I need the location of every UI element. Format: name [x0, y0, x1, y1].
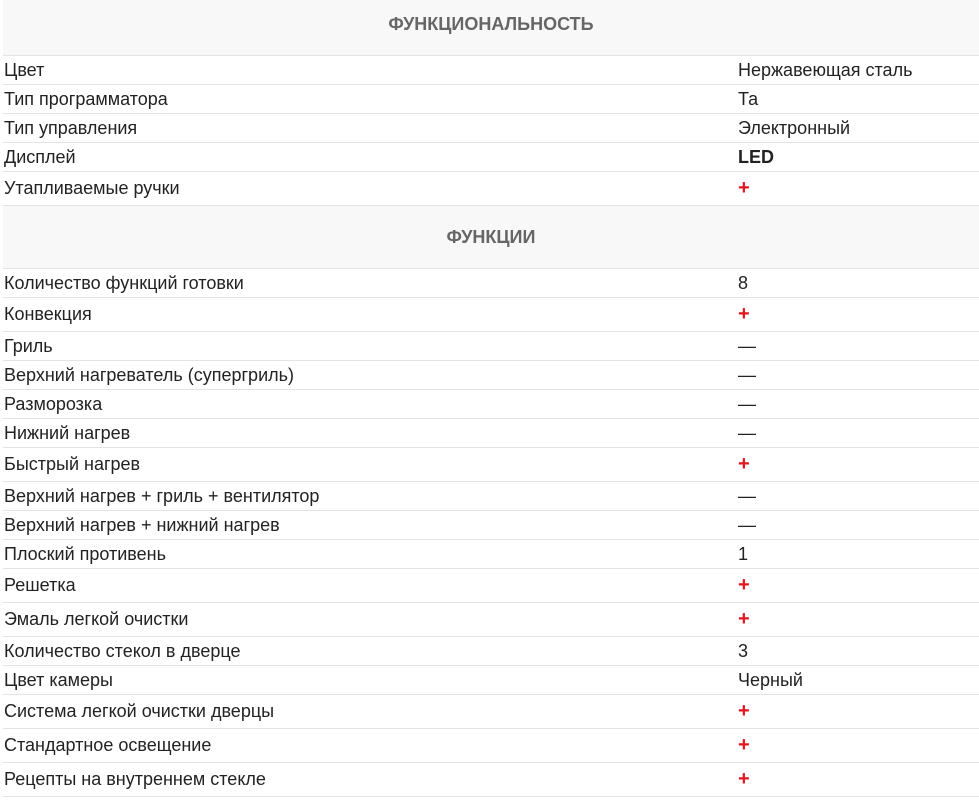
table-row	[3, 332, 979, 361]
row-label: Тип программатора	[4, 88, 168, 109]
row-label: Дисплей	[4, 146, 76, 167]
plus-icon: +	[738, 574, 750, 596]
plus-icon: +	[738, 734, 750, 756]
table-row	[3, 511, 979, 540]
row-label: Рецепты на внутреннем стекле	[4, 769, 266, 789]
row-label: Количество стекол в дверце	[4, 640, 241, 661]
row-label: Утапливаемые ручки	[4, 178, 180, 198]
row-label: Разморозка	[4, 393, 103, 414]
row-label: Быстрый нагрев	[4, 454, 141, 474]
table-row	[3, 603, 979, 637]
row-value: —	[738, 364, 756, 385]
row-value: 8	[738, 272, 749, 293]
table-row	[3, 419, 979, 448]
table-row	[3, 540, 979, 569]
row-value: Нержавеющая сталь	[738, 59, 913, 80]
plus-icon: +	[738, 608, 750, 630]
table-row	[3, 269, 979, 298]
row-label: Система легкой очистки дверцы	[4, 701, 275, 721]
row-label: Конвекция	[4, 304, 92, 324]
row-value: —	[738, 335, 756, 356]
table-row	[3, 729, 979, 763]
table-row	[3, 695, 979, 729]
plus-icon: +	[738, 177, 750, 199]
section-header-functions: ФУНКЦИИ	[3, 206, 979, 269]
table-row	[3, 172, 979, 206]
row-value: Та	[738, 88, 759, 109]
row-label: Цвет камеры	[4, 669, 113, 690]
table-row	[3, 390, 979, 419]
row-value: LED	[738, 146, 774, 167]
table-row	[3, 56, 979, 85]
table-row	[3, 85, 979, 114]
table-row	[3, 361, 979, 390]
row-label: Плоский противень	[4, 543, 166, 564]
row-value: —	[738, 422, 756, 443]
row-label: Цвет	[4, 59, 45, 80]
row-label: Тип управления	[4, 117, 138, 138]
row-value: Черный	[738, 669, 803, 690]
plus-icon: +	[738, 453, 750, 475]
row-label: Нижний нагрев	[4, 422, 131, 443]
row-label: Эмаль легкой очистки	[4, 609, 189, 629]
row-label: Количество функций готовки	[4, 272, 244, 293]
specs-table	[3, 0, 979, 797]
section-header-functionality: ФУНКЦИОНАЛЬНОСТЬ	[3, 0, 979, 56]
plus-icon: +	[738, 768, 750, 790]
row-value: Электронный	[738, 117, 851, 138]
table-row	[3, 666, 979, 695]
row-label: Гриль	[4, 335, 53, 356]
table-row	[3, 763, 979, 797]
row-value: —	[738, 393, 756, 414]
table-row	[3, 143, 979, 172]
plus-icon: +	[738, 303, 750, 325]
table-row	[3, 482, 979, 511]
table-row	[3, 448, 979, 482]
table-row	[3, 114, 979, 143]
row-value: —	[738, 485, 756, 506]
row-value: —	[738, 514, 756, 535]
row-label: Стандартное освещение	[4, 735, 212, 755]
row-label: Верхний нагрев + гриль + вентилятор	[4, 485, 320, 506]
row-label: Верхний нагреватель (супергриль)	[4, 364, 294, 385]
table-row	[3, 569, 979, 603]
plus-icon: +	[738, 700, 750, 722]
row-label: Решетка	[4, 575, 76, 595]
table-row	[3, 298, 979, 332]
row-label: Верхний нагрев + нижний нагрев	[4, 514, 280, 535]
table-row	[3, 637, 979, 666]
row-value: 3	[738, 640, 749, 661]
row-value: 1	[738, 543, 749, 564]
